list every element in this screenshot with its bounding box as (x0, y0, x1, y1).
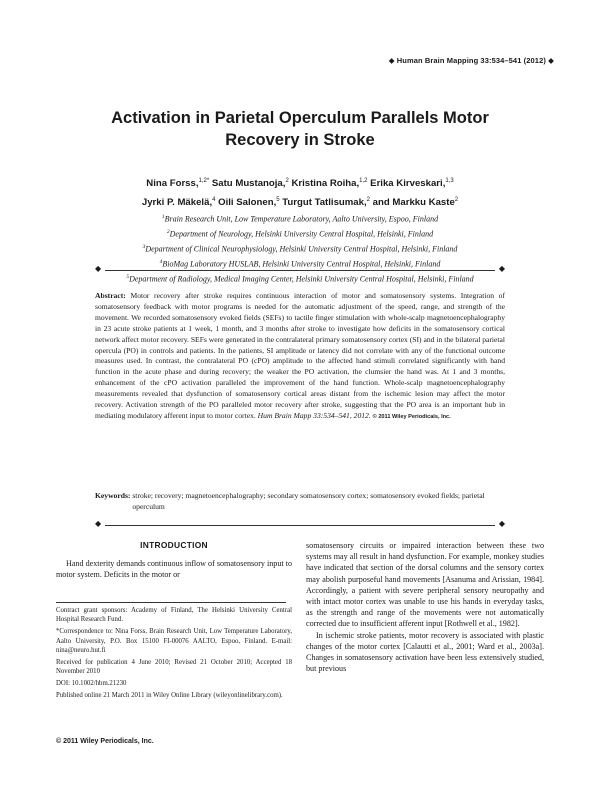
affiliation: $^1$Brain Research Unit, Low Temperature Laboratory, Aalto University, Espoo, Finland (161, 214, 439, 224)
section-heading-introduction: INTRODUCTION (140, 540, 208, 550)
author-name: Kristina Roiha, (291, 178, 360, 190)
divider (105, 270, 495, 271)
author-affiliation-mark: 1,3 (445, 178, 454, 184)
abstract-copyright: © 2011 Wiley Periodicals, Inc. (372, 413, 451, 420)
author-affiliation-mark: 5 (276, 197, 280, 204)
author-list (60, 173, 540, 211)
divider (105, 525, 495, 526)
affiliation-list (40, 211, 560, 286)
keywords-label: Keywords: (95, 491, 131, 500)
affiliation: $^3$Department of Clinical Neurophysiology, Helsinki University Central Hospital, Helsinki, Finland (142, 243, 458, 254)
abstract-bottom-rule (95, 521, 505, 529)
footnotes (56, 606, 292, 703)
author-affiliation-mark: 4 (212, 197, 216, 204)
article-title (60, 107, 540, 151)
diamond-icon: ◆ (498, 264, 505, 273)
author-name: and Markku Kaste (372, 197, 455, 209)
footnote-correspondence: *Correspondence to: Nina Forss, Brain Research Unit, Low Temperature Laboratory, Aalto University, P.O. Box 15100 FI-00076 AALTO, Espoo, Finland. E-mail: nina@neuro.hut.fi (56, 628, 292, 655)
keywords-text: stroke; recovery; magnetoencephalography; secondary somatosensory cortex; somatosensory evoked fields; parietal operculum (132, 491, 485, 511)
author-name: Erika Kirveskari, (370, 178, 446, 190)
paragraph: Hand dexterity demands continuous inflow of somatosensory input to motor system. Deficits in the motor or (56, 559, 292, 580)
diamond-icon: ◆ (95, 519, 102, 528)
footnote-grant: Contract grant sponsors: Academy of Finland, The Helsinki University Central Hospital Research Fund. (56, 607, 292, 624)
affiliation: $^2$Department of Neurology, Helsinki University Central Hospital, Helsinki, Finland (166, 228, 434, 239)
author-name: Nina Forss, (146, 178, 199, 190)
keywords (95, 491, 505, 513)
page-copyright: © 2011 Wiley Periodicals, Inc. (56, 738, 154, 745)
footnote-divider (56, 602, 286, 603)
author-name: Satu Mustanoja, (211, 178, 286, 190)
footnote-published: Published online 21 March 2011 in Wiley Online Library (wileyonlinelibrary.com). (56, 692, 283, 700)
author-affiliation-mark: 2 (285, 178, 289, 184)
title-line: Recovery in Stroke (225, 131, 375, 149)
affiliation: $^4$BioMag Laboratory HUSLAB, Helsinki University Central Hospital, Helsinki, Finland (159, 258, 441, 269)
journal-header (389, 56, 554, 65)
journal-citation: Human Brain Mapping 33:534–541 (2012) (396, 56, 546, 65)
intro-right-column (306, 540, 544, 674)
author-name: Turgut Tatlisumak, (282, 197, 367, 209)
author-name: Oili Salonen, (218, 197, 277, 209)
abstract-label: Abstract: (95, 291, 126, 300)
abstract-citation: Hum Brain Mapp 33:534–541, 2012. (257, 410, 371, 420)
footnote-doi: DOI: 10.1002/hbm.21230 (56, 680, 127, 688)
author-affiliation-mark: 1,2 (359, 178, 368, 184)
paragraph: In ischemic stroke patients, motor recovery is associated with plastic changes of the motor cortex [Calautti et al., 2001; Ward et al., 2003a]. Changes in somatosensory activation have been less extensively studied, but previous (306, 630, 544, 674)
title-line: Activation in Parietal Operculum Parallels Motor (111, 109, 489, 127)
abstract (95, 291, 505, 423)
intro-left-column (56, 558, 292, 580)
diamond-icon: ◆ (95, 264, 102, 273)
diamond-icon: ◆ (548, 56, 554, 65)
abstract-text: Motor recovery after stroke requires continuous interaction of motor and somatosensory systems. Integration of somatosensory feedback with motor programs is needed for the automatic adjustment of the speed, range, and strength of the movement. We recorded somatosensory evoked fields (SEFs) to tactile finger stimulation with whole-scalp magnetoencephalography in 23 acute stroke patients at 1 week, 1 month, and 3 months after stroke to investigate how deficits in the somatosensory cortical network affect motor recovery. SEFs were generated in the contralateral primary somatosensory cortex (SI) and in the bilateral parietal opercula (PO) in controls and patients. In the patients, SI amplitude or latency did not correlate with any of the functional outcome measures used. In contrast, the contralateral PO (cPO) amplitude to the affected hand stimuli correlated significantly with hand function in the acute phase and during recovery; the weaker the PO activation, the clumsier the hand was. At 1 and 3 months, enhancement of the cPO activation paralleled the improvement of the hand function. Whole-scalp magnetoencephalography measurements revealed that dysfunction of somatosensory cortical areas distant from the ischemic lesion may affect the motor recovery. Activation strength of the PO paralleled motor recovery after stroke, suggesting that the PO area is an important hub in mediating modulatory afferent input to motor cortex. (95, 291, 505, 420)
paragraph: somatosensory circuits or impaired interaction between these two systems may all result in hand dysfunction. For example, monkey studies have indicated that section of the dorsal columns and the sensory cortex may abolish purposeful hand movements [Asanuma and Arissian, 1984]. Accordingly, a patient with severe peripheral sensory neuropathy and with intact motor cortex was unable to use his hands in everyday tasks, as the strength and range of the movements were not automatically corrected due to insufficient afferent input [Rothwell et al., 1982]. (306, 541, 544, 629)
author-affiliation-mark: 2 (454, 197, 459, 204)
diamond-icon: ◆ (498, 519, 505, 528)
author-affiliation-mark: 1,2* (198, 178, 210, 184)
footnote-received: Received for publication 4 June 2010; Revised 21 October 2010; Accepted 18 November 2010 (56, 659, 292, 676)
affiliation: $^5$Department of Radiology, Medical Imaging Center, Helsinki University Central Hospital, Helsinki, Finland (126, 273, 474, 284)
abstract-top-rule (95, 266, 505, 274)
author-name: Jyrki P. Mäkelä, (141, 197, 213, 209)
author-affiliation-mark: 2 (366, 197, 370, 204)
diamond-icon: ◆ (388, 56, 395, 65)
